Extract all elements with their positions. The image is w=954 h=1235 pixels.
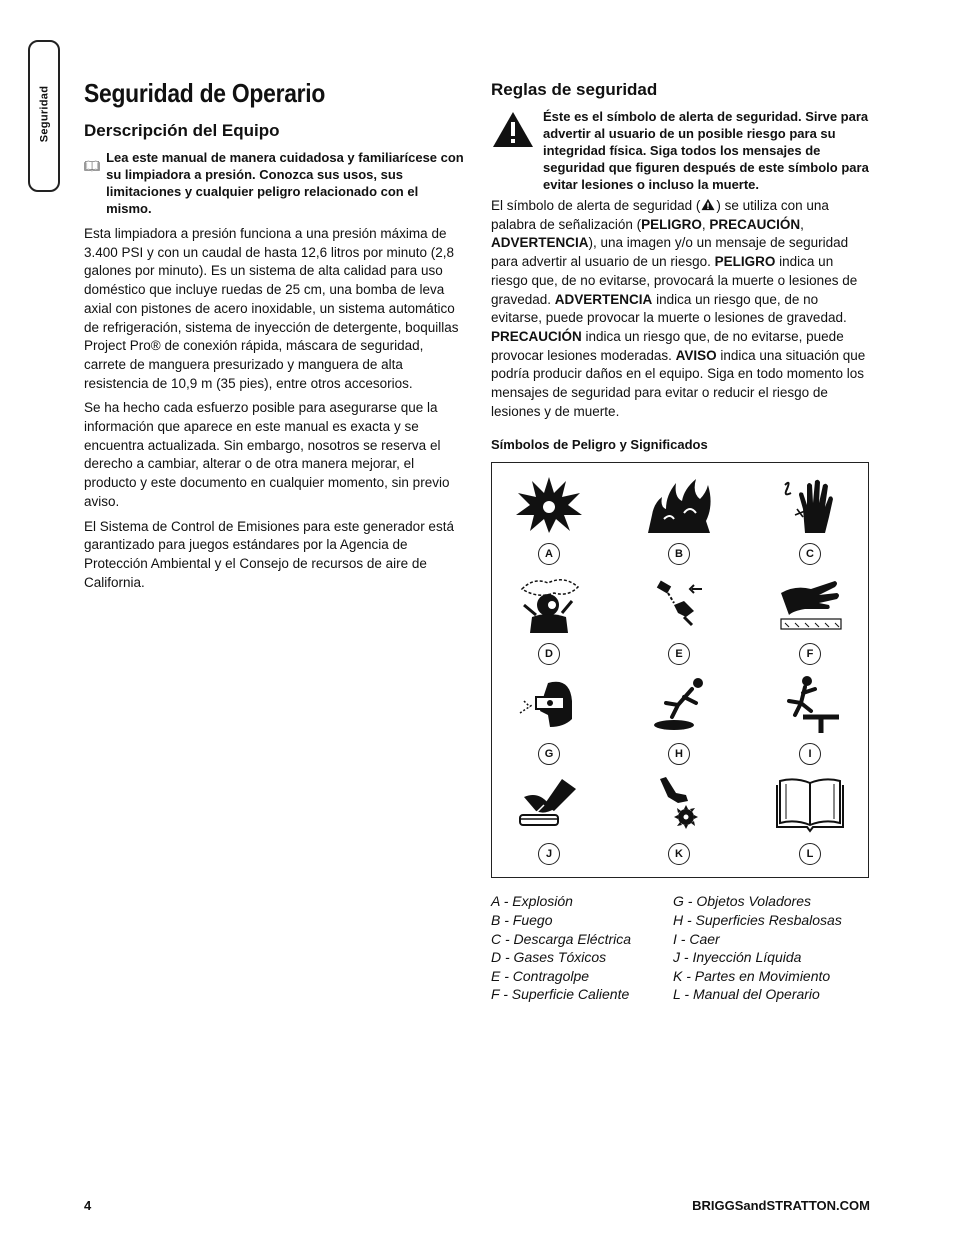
symbol-fluid-injection bbox=[504, 775, 594, 875]
description-paragraph-2: Se ha hecho cada esfuerzo posible para asegurarse que la información que aparece en este manual es exacta y se encuentra actualizada. Sin embargo, nosotros se reserva el derecho a cambiar, alterar o de otra manera mejorar, el producto y este documento en cualquier momento, sin previo aviso. bbox=[84, 400, 450, 509]
legend-item: B - Fuego bbox=[491, 912, 553, 929]
symbol-fire bbox=[634, 475, 724, 575]
safety-alert-text: Éste es el símbolo de alerta de seguridad. Sirve para advertir al usuario de un posible riesgo para su integridad física. Siga todos los mensajes de seguridad que figuren después de este símbolo para evitar lesiones o incluso la muerte. bbox=[543, 109, 869, 192]
book-icon bbox=[84, 149, 100, 183]
legend-right-list bbox=[673, 892, 855, 1004]
legend-item: C - Descarga Eléctrica bbox=[491, 930, 632, 947]
symbol-electric-shock bbox=[765, 475, 855, 575]
symbols-legend bbox=[491, 892, 871, 1004]
symbol-letter-c: C bbox=[799, 543, 821, 565]
signal-words-paragraph: El símbolo de alerta de seguridad ( ) se utiliza con una palabra de señalización (PELIGRO, PRECAUCIÓN, ADVERTENCIA), una imagen y/o un mensaje de seguridad para advertir al usuario de un riesgo. PELIGRO indica un riesgo que, de no evitarse, provocará la muerte o lesiones de gravedad. ADVERTENCIA indica un riesgo que, de no evitarse, puede provocar la muerte o lesiones de gravedad. PRECAUCIÓN indica un riesgo que, de no evitarse, puede provocar lesiones moderadas. AVISO indica una situación que podría producir daños en el equipo. Siga en todo momento los mensajes de seguridad para evitar o reducir el riesgo de lesiones y de muerte. bbox=[491, 198, 866, 419]
section-tab-label: Seguridad bbox=[38, 85, 50, 143]
footer-website: BRIGGSandSTRATTON.COM bbox=[692, 1198, 870, 1213]
symbol-slippery-surface bbox=[634, 675, 724, 775]
manual-note-text: Lea este manual de manera cuidadosa y familiarícese con su limpiadora a presión. Conozca sus usos, sus limitaciones y cualquier peligro relacionado con el mismo. bbox=[106, 150, 464, 216]
equipment-description-heading: Derscripción del Equipo bbox=[84, 121, 280, 140]
legend-item: G - Objetos Voladores bbox=[673, 893, 811, 910]
fluid-injection-icon bbox=[514, 775, 584, 835]
right-column bbox=[491, 80, 871, 1004]
legend-item: J - Inyección Líquida bbox=[673, 949, 802, 966]
page-number: 4 bbox=[84, 1198, 92, 1213]
explosion-icon bbox=[514, 475, 584, 535]
legend-item: H - Superficies Resbalosas bbox=[673, 912, 842, 929]
symbol-letter-e: E bbox=[668, 643, 690, 665]
safety-alert-block bbox=[491, 108, 871, 193]
symbol-operator-manual bbox=[765, 775, 855, 875]
symbol-hot-surface bbox=[765, 575, 855, 675]
legend-item: L - Manual del Operario bbox=[673, 986, 820, 1003]
safety-rules-heading: Reglas de seguridad bbox=[491, 80, 658, 99]
legend-item: A - Explosión bbox=[491, 893, 573, 910]
legend-item: E - Contragolpe bbox=[491, 967, 590, 984]
symbol-toxic-fumes bbox=[504, 575, 594, 675]
fire-icon bbox=[644, 475, 714, 535]
legend-item: D - Gases Tóxicos bbox=[491, 949, 607, 966]
toxic-fumes-icon bbox=[514, 575, 584, 635]
legend-item: I - Caer bbox=[673, 930, 720, 947]
slippery-surface-icon bbox=[644, 675, 714, 735]
hazard-symbols-heading: Símbolos de Peligro y Significados bbox=[491, 437, 708, 453]
description-paragraph-3: El Sistema de Control de Emisiones para este generador está garantizado para juegos estándares por la Agencia de Protección Ambiental y el Consejo de recursos de aire de California. bbox=[84, 518, 454, 590]
inline-warning-icon bbox=[700, 198, 716, 211]
symbol-letter-l: L bbox=[799, 843, 821, 865]
symbol-letter-j: J bbox=[538, 843, 560, 865]
symbol-letter-d: D bbox=[538, 643, 560, 665]
fall-icon bbox=[775, 675, 845, 735]
symbol-letter-k: K bbox=[668, 843, 690, 865]
legend-item: F - Superficie Caliente bbox=[491, 986, 630, 1003]
symbol-fall bbox=[765, 675, 855, 775]
electric-shock-icon bbox=[775, 475, 845, 535]
symbol-letter-a: A bbox=[538, 543, 560, 565]
description-paragraph-1: Esta limpiadora a presión funciona a una presión máxima de 3.400 PSI y con un caudal de hasta 12,6 litros por minuto (2,8 galones por minuto). Es un sistema de alta calidad para uso doméstico que incluye ruedas de 25 cm, una bomba de leva axial con pistones de acero inoxidable, un sistema automático de refrigeración, sistema de inyección de detergente, boquillas Project Pro® de conexión rápida, máscara de seguridad, carrete de manguera presurizado y manguera de alta resistencia de 10,9 m (35 pies), entre otros accesorios. bbox=[84, 226, 459, 391]
legend-item: K - Partes en Movimiento bbox=[673, 967, 831, 984]
manual-note bbox=[84, 149, 464, 217]
hazard-symbols-grid bbox=[491, 462, 869, 878]
legend-left-list bbox=[491, 892, 673, 1004]
symbol-letter-b: B bbox=[668, 543, 690, 565]
moving-parts-icon bbox=[644, 775, 714, 835]
symbol-moving-parts bbox=[634, 775, 724, 875]
symbol-kickback bbox=[634, 575, 724, 675]
left-column bbox=[84, 78, 464, 598]
operator-manual-icon bbox=[775, 775, 845, 835]
section-tab-label-wrap bbox=[28, 40, 60, 188]
hot-surface-icon bbox=[775, 575, 845, 635]
symbol-letter-h: H bbox=[668, 743, 690, 765]
symbol-flying-objects bbox=[504, 675, 594, 775]
flying-objects-icon bbox=[514, 675, 584, 735]
page-title: Seguridad de Operario bbox=[84, 78, 326, 108]
kickback-icon bbox=[644, 575, 714, 635]
symbol-letter-f: F bbox=[799, 643, 821, 665]
warning-triangle-icon bbox=[491, 110, 535, 150]
symbol-explosion bbox=[504, 475, 594, 575]
symbol-letter-i: I bbox=[799, 743, 821, 765]
symbol-letter-g: G bbox=[538, 743, 560, 765]
